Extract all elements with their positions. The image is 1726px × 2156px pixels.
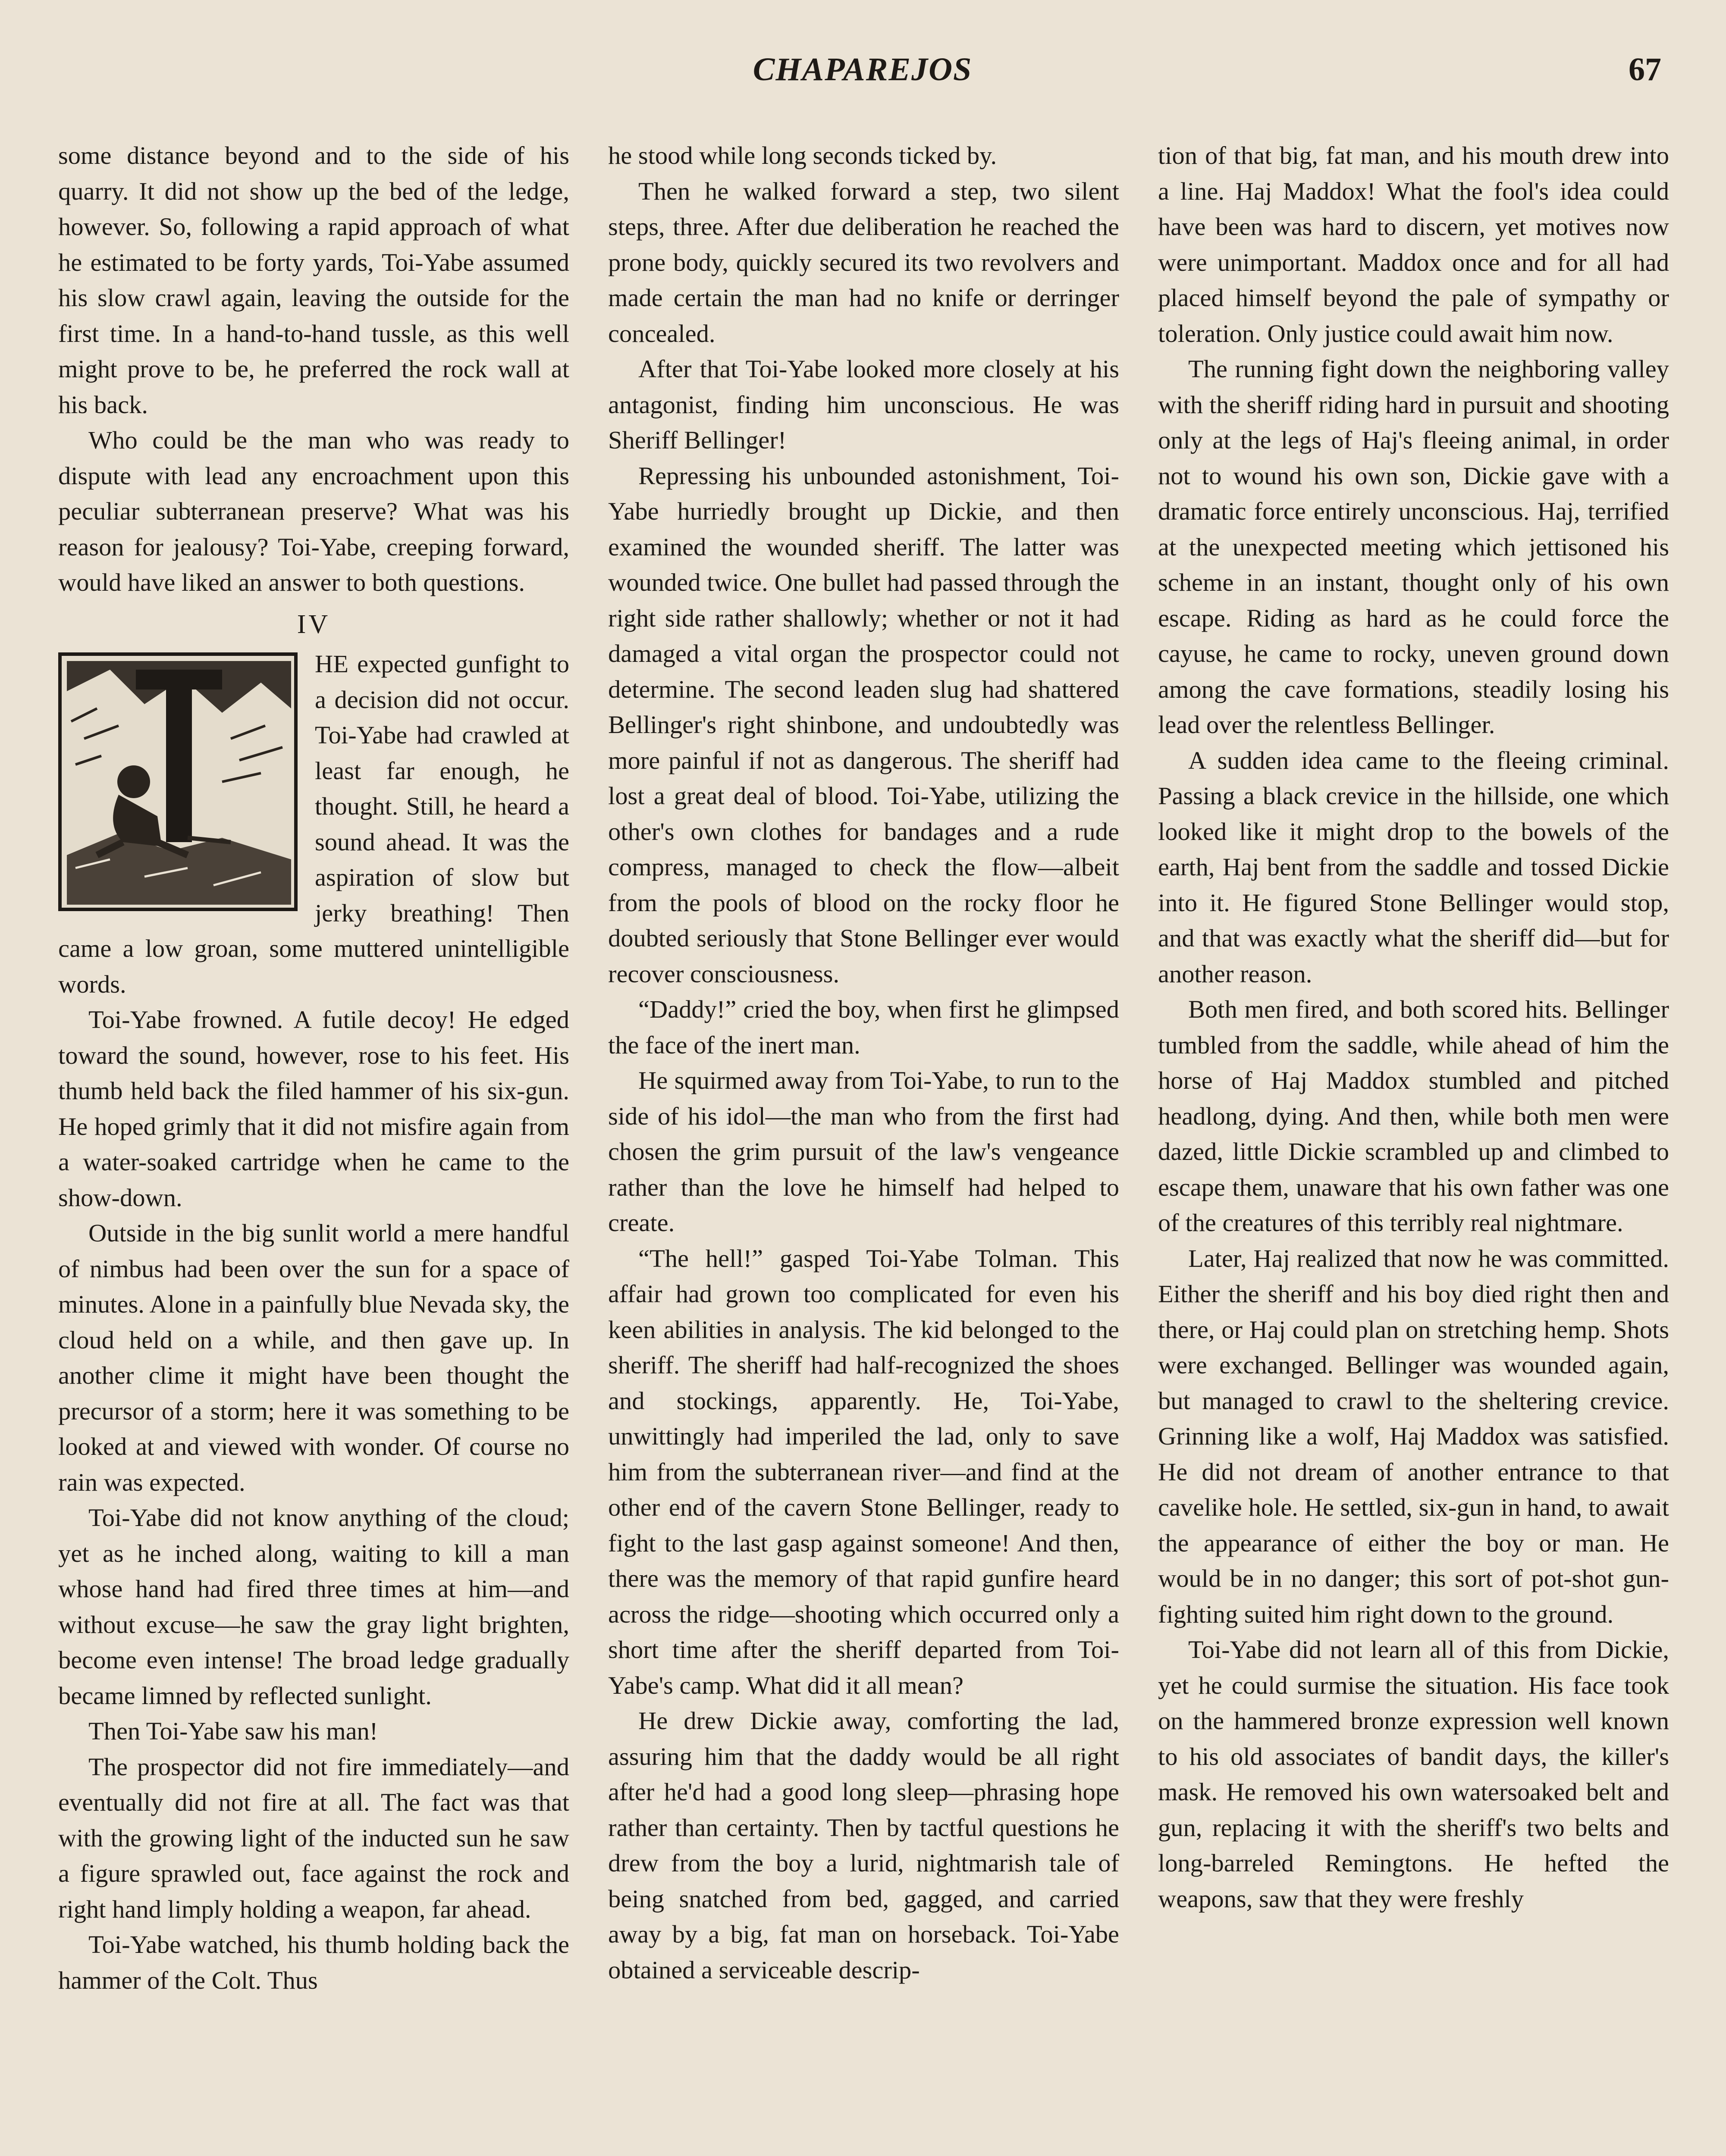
paragraph: The prospector did not fire immediately—and eventually did not fire at all. The fact was that with the growing light of the inducted sun he saw a figure sprawled out, face against the rock and right hand limply holding a weapon, far ahead. (58, 1752, 569, 1923)
paragraph: After that Toi-Yabe looked more closely at his antagonist, finding him unconscious. He was Sheriff Bellinger! (608, 355, 1119, 454)
paragraph: Then Toi-Yabe saw his man! (88, 1717, 378, 1745)
paragraph: Later, Haj realized that now he was committed. Either the sheriff and his boy died right then and there, or Haj could plan on stretching hemp. Shots were exchanged. Bellinger was wounded again, but managed to crawl to the sheltering crevice. Grinning like a wolf, Haj Maddox was satisfied. He did not dream of another entrance to that cavelike hole. He settled, six-gun in hand, to await the appearance of either the boy or man. He would be in no danger; this sort of pot-shot gun-fighting suited him right down to the ground. (1158, 1244, 1669, 1628)
paragraph: A sudden idea came to the fleeing criminal. Passing a black crevice in the hillside, one which looked like it might drop to the bowels of the earth, Haj bent from the saddle and tossed Dickie into it. He figured Stone Bellinger would stop, and that was exactly what the sheriff did—but for another reason. (1158, 746, 1669, 988)
paragraph: The running fight down the neighboring valley with the sheriff riding hard in pursuit and shooting only at the legs of Haj's fleeing animal, in order not to wound his own son, Dickie gave with a dramatic force entirely unconscious. Haj, terrified at the unexpected meeting which jettisoned his scheme in an instant, thought only of his own escape. Riding as hard as he could force the cayuse, he came to rocky, uneven ground down among the cave formations, steadily losing his lead over the relentless Bellinger. (1158, 355, 1669, 739)
paragraph: Who could be the man who was ready to dispute with lead any encroachment upon this peculiar subterranean preserve? What was his reason for jealousy? Toi-Yabe, creeping forward, would have liked an answer to both questions. (58, 426, 569, 596)
text-columns (58, 138, 1669, 2156)
paragraph: some distance beyond and to the side of his quarry. It did not show up the bed of the ledge, however. So, following a rapid approach of what he estimated to be forty yards, Toi-Yabe assumed his slow crawl again, leaving the outside for the first time. In a hand-to-hand tussle, as this well might prove to be, he preferred the rock wall at his back. (58, 141, 569, 419)
paragraph: he stood while long seconds ticked by. (608, 141, 997, 169)
paragraph: He squirmed away from Toi-Yabe, to run to the side of his idol—the man who from the first had chosen the grim pursuit of the law's vengeance rather than the love he himself had helped to create. (608, 1066, 1119, 1237)
paragraph: Toi-Yabe frowned. A futile decoy! He edged toward the sound, however, rose to his feet. His thumb held back the filed hammer of his six-gun. He hoped grimly that it did not misfire again from a water-soaked cartridge when he came to the show-down. (58, 1006, 569, 1212)
paragraph: Toi-Yabe watched, his thumb holding back the hammer of the Colt. Thus (58, 1930, 569, 1994)
paragraph: He drew Dickie away, comforting the lad, assuring him that the daddy would be all right after he'd had a good long sleep—phrasing hope rather than certainty. Then by tactful questions he drew from the boy a lurid, nightmarish tale of being snatched from bed, gagged, and carried away by a big, fat man on horseback. Toi-Yabe obtained a serviceable descrip- (608, 1707, 1119, 1984)
running-header (0, 51, 1726, 103)
story-title: CHAPAREJOS (753, 51, 973, 88)
column-3 (1158, 138, 1669, 2156)
prospector-illustration-icon (58, 652, 298, 911)
column-1 (58, 138, 569, 2156)
paragraph: “The hell!” gasped Toi-Yabe Tolman. This affair had grown too complicated for even his keen abilities in analysis. The kid belonged to the sheriff. The sheriff had half-recognized the shoes and stockings, apparently. He, Toi-Yabe, unwittingly had imperiled the lad, only to save him from the subterranean river—and find at the other end of the cavern Stone Bellinger, ready to fight to the last gasp against someone! And then, there was the memory of that rapid gunfire heard across the ridge—shooting which occurred only a short time after the sheriff departed from Toi-Yabe's camp. What did it all mean? (608, 1244, 1119, 1699)
column-2 (608, 138, 1119, 2156)
paragraph: Then he walked forward a step, two silent steps, three. After due deliberation he reached the prone body, quickly secured its two revolvers and made certain the man had no knife or derringer concealed. (608, 177, 1119, 348)
paragraph: “Daddy!” cried the boy, when first he glimpsed the face of the inert man. (608, 995, 1119, 1059)
paragraph: Toi-Yabe did not know anything of the cloud; yet as he inched along, waiting to kill a man whose hand had fired three times at him—and without excuse—he saw the gray light brighten, become even intense! The broad ledge gradually became limned by reflected sunlight. (58, 1504, 569, 1710)
illustrated-drop-cap (58, 652, 298, 911)
page-number: 67 (1629, 51, 1661, 88)
paragraph: HE expected gunfight to a decision did not occur. Toi-Yabe had crawled at least far enough, he thought. Still, he heard a sound ahead. It was the aspiration of slow but jerky breathing! Then came a low groan, some muttered unintelligible words. (58, 650, 569, 998)
paragraph: tion of that big, fat man, and his mouth drew into a line. Haj Maddox! What the fool's idea could have been was hard to discern, yet motives now were unimportant. Maddox once and for all had placed himself beyond the pale of sympathy or toleration. Only justice could await him now. (1158, 141, 1669, 348)
section-number: IV (297, 609, 331, 639)
paragraph: Toi-Yabe did not learn all of this from Dickie, yet he could surmise the situation. His face took on the hammered bronze expression well known to his old associates of bandit days, the killer's mask. He removed his own watersoaked belt and gun, replacing it with the sheriff's two belts and long-barreled Remingtons. He hefted the weapons, saw that they were freshly (1158, 1636, 1669, 1913)
paragraph: Repressing his unbounded astonishment, Toi-Yabe hurriedly brought up Dickie, and then examined the wounded sheriff. The latter was wounded twice. One bullet had passed through the right side rather shallowly; whether or not it had damaged a vital organ the prospector could not determine. The second leaden slug had shattered Bellinger's right shinbone, and undoubtedly was more painful if not as dangerous. The sheriff had lost a great deal of blood. Toi-Yabe, utilizing the other's own clothes for bandages and a rude compress, managed to check the flow—albeit from the pools of blood on the rocky floor he doubted seriously that Stone Bellinger ever would recover consciousness. (608, 461, 1119, 988)
paragraph: Outside in the big sunlit world a mere handful of nimbus had been over the sun for a space of minutes. Alone in a painfully blue Nevada sky, the cloud held on a while, and then gave up. In another clime it might have been thought the precursor of a storm; here it was something to be looked at and viewed with wonder. Of course no rain was expected. (58, 1219, 569, 1496)
paragraph: Both men fired, and both scored hits. Bellinger tumbled from the saddle, while ahead of him the horse of Haj Maddox stumbled and pitched headlong, dying. And then, while both men were dazed, little Dickie scrambled up and climbed to escape them, unaware that his own father was one of the creatures of this terribly real nightmare. (1158, 995, 1669, 1237)
